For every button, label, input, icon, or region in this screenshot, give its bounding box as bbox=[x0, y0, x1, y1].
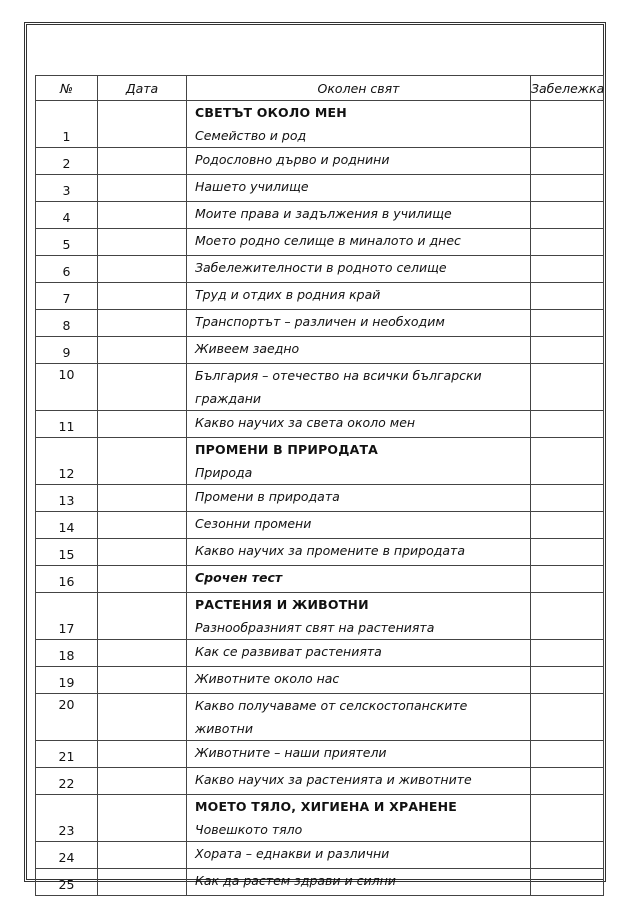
lesson-note bbox=[531, 175, 604, 202]
table-row bbox=[36, 411, 604, 438]
table-row bbox=[36, 283, 604, 310]
lesson-title: Животните – наши приятели bbox=[195, 745, 387, 760]
section-heading: МОЕТО ТЯЛО, ХИГИЕНА И ХРАНЕНЕ bbox=[195, 799, 458, 814]
lesson-note bbox=[531, 741, 604, 768]
lesson-note bbox=[531, 202, 604, 229]
lesson-number: 23 bbox=[36, 795, 98, 842]
lesson-title: Природа bbox=[195, 465, 253, 480]
lesson-number: 4 bbox=[36, 202, 98, 229]
lesson-note bbox=[531, 411, 604, 438]
lesson-title: България – отечество на всички български bbox=[195, 368, 482, 383]
lesson-title: Семейство и род bbox=[195, 128, 307, 143]
lesson-title: Живеем заедно bbox=[195, 341, 300, 356]
lesson-note bbox=[531, 566, 604, 593]
lesson-topic bbox=[187, 310, 531, 337]
lesson-number: 11 bbox=[36, 411, 98, 438]
lesson-title: Хората – еднакви и различни bbox=[195, 846, 390, 861]
table-row bbox=[36, 795, 604, 842]
lesson-note bbox=[531, 256, 604, 283]
table-row bbox=[36, 485, 604, 512]
lesson-topic bbox=[187, 411, 531, 438]
lesson-title: Как се развиват растенията bbox=[195, 644, 382, 659]
lesson-date bbox=[98, 485, 187, 512]
lesson-note bbox=[531, 512, 604, 539]
lesson-note bbox=[531, 795, 604, 842]
lesson-title: Транспортът – различен и необходим bbox=[195, 314, 445, 329]
lesson-number: 25 bbox=[36, 869, 98, 896]
lesson-topic bbox=[187, 364, 531, 411]
table-row bbox=[36, 438, 604, 485]
lesson-topic bbox=[187, 741, 531, 768]
lesson-title: Човешкото тяло bbox=[195, 822, 303, 837]
lesson-topic bbox=[187, 202, 531, 229]
lesson-note bbox=[531, 438, 604, 485]
lesson-topic bbox=[187, 148, 531, 175]
lesson-note bbox=[531, 768, 604, 795]
lesson-note bbox=[531, 364, 604, 411]
lesson-number: 9 bbox=[36, 337, 98, 364]
lesson-date bbox=[98, 667, 187, 694]
lesson-number: 24 bbox=[36, 842, 98, 869]
lesson-note bbox=[531, 869, 604, 896]
lesson-date bbox=[98, 768, 187, 795]
lesson-date bbox=[98, 842, 187, 869]
lesson-title: Забележителности в родното селище bbox=[195, 260, 447, 275]
lesson-topic bbox=[187, 229, 531, 256]
table-row bbox=[36, 869, 604, 896]
lesson-topic bbox=[187, 566, 531, 593]
lesson-date bbox=[98, 869, 187, 896]
lesson-note bbox=[531, 842, 604, 869]
lesson-topic bbox=[187, 640, 531, 667]
lesson-topic bbox=[187, 283, 531, 310]
lesson-title: Срочен тест bbox=[195, 570, 283, 585]
lesson-title: Нашето училище bbox=[195, 179, 309, 194]
lesson-topic bbox=[187, 512, 531, 539]
lesson-title: Какво получаваме от селскостопанските bbox=[195, 698, 468, 713]
lesson-title: Какво научих за растенията и животните bbox=[195, 772, 472, 787]
header-note: Забележка bbox=[531, 76, 604, 101]
table-row bbox=[36, 364, 604, 411]
lesson-number: 18 bbox=[36, 640, 98, 667]
lesson-number: 3 bbox=[36, 175, 98, 202]
lesson-title: Животните около нас bbox=[195, 671, 340, 686]
lesson-date bbox=[98, 438, 187, 485]
lesson-plan bbox=[35, 75, 603, 896]
table-row bbox=[36, 175, 604, 202]
lesson-note bbox=[531, 101, 604, 148]
table-row bbox=[36, 256, 604, 283]
lesson-date bbox=[98, 337, 187, 364]
lesson-note bbox=[531, 283, 604, 310]
lesson-number: 22 bbox=[36, 768, 98, 795]
lesson-number: 17 bbox=[36, 593, 98, 640]
table-row bbox=[36, 310, 604, 337]
lesson-date bbox=[98, 364, 187, 411]
table-row bbox=[36, 768, 604, 795]
lesson-note bbox=[531, 667, 604, 694]
lesson-number: 14 bbox=[36, 512, 98, 539]
table-row bbox=[36, 566, 604, 593]
lesson-date bbox=[98, 175, 187, 202]
table-row bbox=[36, 842, 604, 869]
lesson-number: 12 bbox=[36, 438, 98, 485]
lesson-number: 21 bbox=[36, 741, 98, 768]
table-row bbox=[36, 202, 604, 229]
lesson-topic bbox=[187, 337, 531, 364]
lesson-date bbox=[98, 795, 187, 842]
table-row bbox=[36, 229, 604, 256]
lesson-number: 5 bbox=[36, 229, 98, 256]
table-row bbox=[36, 694, 604, 741]
section-heading: РАСТЕНИЯ И ЖИВОТНИ bbox=[195, 597, 369, 612]
lesson-note bbox=[531, 310, 604, 337]
lesson-topic bbox=[187, 101, 531, 148]
lesson-title: Сезонни промени bbox=[195, 516, 312, 531]
table-row bbox=[36, 539, 604, 566]
lesson-number: 6 bbox=[36, 256, 98, 283]
lesson-date bbox=[98, 283, 187, 310]
lesson-note bbox=[531, 593, 604, 640]
lesson-topic bbox=[187, 175, 531, 202]
lesson-number: 20 bbox=[36, 694, 98, 741]
lesson-note bbox=[531, 148, 604, 175]
lesson-number: 2 bbox=[36, 148, 98, 175]
lesson-date bbox=[98, 539, 187, 566]
lesson-topic bbox=[187, 842, 531, 869]
lesson-date bbox=[98, 593, 187, 640]
lesson-topic bbox=[187, 256, 531, 283]
lesson-title: Разнообразният свят на растенията bbox=[195, 620, 435, 635]
header-topic: Околен свят bbox=[187, 76, 531, 101]
lesson-date bbox=[98, 640, 187, 667]
header-num: № bbox=[36, 76, 98, 101]
lesson-note bbox=[531, 539, 604, 566]
lesson-date bbox=[98, 229, 187, 256]
table-row bbox=[36, 640, 604, 667]
lesson-date bbox=[98, 148, 187, 175]
header-row bbox=[36, 76, 604, 101]
lesson-date bbox=[98, 202, 187, 229]
header-date: Дата bbox=[98, 76, 187, 101]
lesson-title: Как да растем здрави и силни bbox=[195, 873, 396, 888]
lesson-note bbox=[531, 640, 604, 667]
lesson-date bbox=[98, 566, 187, 593]
lesson-number: 1 bbox=[36, 101, 98, 148]
lesson-topic bbox=[187, 539, 531, 566]
lesson-topic bbox=[187, 593, 531, 640]
lesson-number: 10 bbox=[36, 364, 98, 411]
lesson-topic bbox=[187, 438, 531, 485]
lesson-number: 13 bbox=[36, 485, 98, 512]
lesson-title: Моите права и задължения в училище bbox=[195, 206, 452, 221]
lesson-title: Какво научих за промените в природата bbox=[195, 543, 465, 558]
lesson-number: 8 bbox=[36, 310, 98, 337]
lesson-date bbox=[98, 512, 187, 539]
lesson-date bbox=[98, 694, 187, 741]
lesson-title: Какво научих за света около мен bbox=[195, 415, 416, 430]
lesson-title: Промени в природата bbox=[195, 489, 340, 504]
lesson-title: Родословно дърво и роднини bbox=[195, 152, 390, 167]
lesson-date bbox=[98, 101, 187, 148]
lesson-note bbox=[531, 485, 604, 512]
table-row bbox=[36, 148, 604, 175]
section-heading: СВЕТЪТ ОКОЛО МЕН bbox=[195, 105, 347, 120]
lesson-title: Моето родно селище в миналото и днес bbox=[195, 233, 461, 248]
lesson-note bbox=[531, 694, 604, 741]
table-row bbox=[36, 101, 604, 148]
table-row bbox=[36, 512, 604, 539]
lesson-topic bbox=[187, 869, 531, 896]
table-row bbox=[36, 593, 604, 640]
table-row bbox=[36, 741, 604, 768]
lesson-title: животни bbox=[195, 721, 253, 736]
table-row bbox=[36, 667, 604, 694]
lesson-topic bbox=[187, 667, 531, 694]
lesson-table bbox=[35, 75, 604, 896]
lesson-number: 16 bbox=[36, 566, 98, 593]
lesson-note bbox=[531, 337, 604, 364]
table-row bbox=[36, 337, 604, 364]
lesson-number: 7 bbox=[36, 283, 98, 310]
lesson-date bbox=[98, 310, 187, 337]
lesson-number: 15 bbox=[36, 539, 98, 566]
lesson-date bbox=[98, 256, 187, 283]
lesson-date bbox=[98, 411, 187, 438]
lesson-topic bbox=[187, 768, 531, 795]
lesson-note bbox=[531, 229, 604, 256]
lesson-topic bbox=[187, 795, 531, 842]
section-heading: ПРОМЕНИ В ПРИРОДАТА bbox=[195, 442, 379, 457]
lesson-title: Труд и отдих в родния край bbox=[195, 287, 381, 302]
lesson-topic bbox=[187, 694, 531, 741]
lesson-date bbox=[98, 741, 187, 768]
lesson-title: граждани bbox=[195, 391, 262, 406]
lesson-topic bbox=[187, 485, 531, 512]
lesson-number: 19 bbox=[36, 667, 98, 694]
